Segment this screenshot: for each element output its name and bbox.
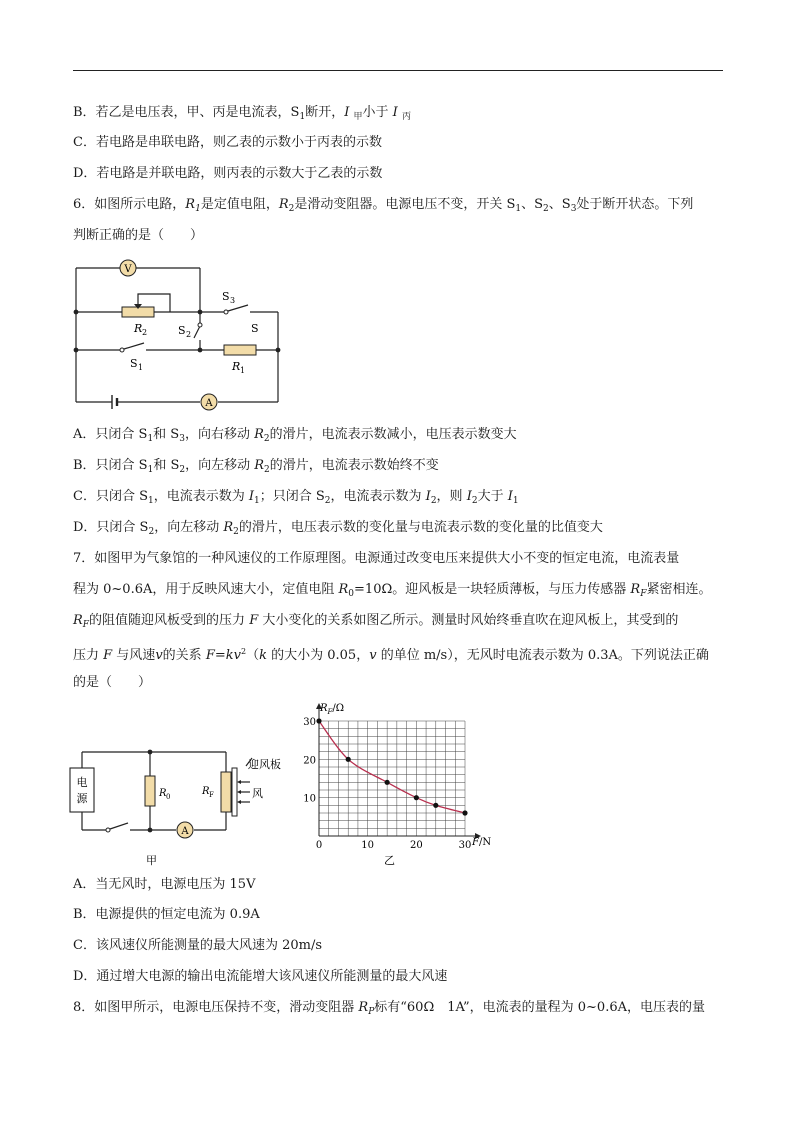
q5-option-c: C．若电路是串联电路，则乙表的示数小于丙表的示数 xyxy=(73,135,382,150)
y-tick-label: 10 xyxy=(303,793,316,805)
r0-resistor xyxy=(145,776,155,806)
q6-stem-line1: 6．如图所示电路，$R_1$是定值电阻，$R_2$是滑动变阻器。电源电压不变，开关 $S_1$、$S_2$、$S_3$处于断开状态。下列 xyxy=(73,197,694,214)
ammeter-label: A xyxy=(181,826,189,837)
q6-option-c: C．只闭合 $S_1$，电流表示数为 $I_1$；只闭合 $S_2$，电流表示数为 $I_2$，则 $I_2$大于 $I_1$ xyxy=(73,489,519,506)
s3-label-sub: 3 xyxy=(230,296,236,305)
power-source-label-1: 电 xyxy=(76,776,88,789)
power-source-box xyxy=(70,768,94,812)
data-point xyxy=(385,780,390,785)
s2-label-sub: 2 xyxy=(186,330,192,339)
q6-option-d: D．只闭合 $S_2$，向左移动 $R_2$的滑片，电压表示数的变化量与电流表示数的变化量的比值变大 xyxy=(73,520,603,537)
board-label: 迎风板 xyxy=(248,758,281,771)
q6-option-b: B．只闭合 $S_1$和 $S_2$，向左移动 $R_2$的滑片，电流表示数始终不变 xyxy=(73,458,439,475)
data-point xyxy=(462,810,467,815)
r0-label-sub: 0 xyxy=(166,793,171,801)
q7-stem-line3: $R_F$的阻值随迎风板受到的压力 F 大小变化的关系如图乙所示。测量时风始终垂直吹在迎风板上，其受到的 xyxy=(73,613,679,630)
data-point xyxy=(414,795,419,800)
q7-option-a: A．当无风时，电源电压为 15V xyxy=(73,877,256,892)
power-source-label-2: 源 xyxy=(76,792,88,805)
s-label: S xyxy=(251,322,259,335)
q6-stem-line2: 判断正确的是（ ） xyxy=(73,228,204,243)
figure-b-caption: 乙 xyxy=(384,854,395,867)
r1-label-sub: 1 xyxy=(240,366,246,375)
data-point xyxy=(316,718,321,723)
wind-arrow-icon xyxy=(237,800,241,804)
q7-figure-b-chart xyxy=(300,700,510,868)
x-tick-label: 20 xyxy=(409,840,423,851)
chart-axes xyxy=(316,703,481,839)
q5-option-b: B．若乙是电压表，甲、丙是电流表，$S_1$断开，I $_甲$小于 I $_丙$ xyxy=(73,105,411,122)
wind-label: 风 xyxy=(252,787,263,800)
q7-option-d: D．通过增大电源的输出电流能增大该风速仪所能测量的最大风速 xyxy=(73,969,448,984)
q6-option-a: A．只闭合 $S_1$和 $S_3$，向右移动 $R_2$的滑片，电流表示数减小，电压表示数变大 xyxy=(73,427,517,444)
data-point xyxy=(433,803,438,808)
chart-grid xyxy=(319,721,465,836)
y-tick-label: 30 xyxy=(303,717,316,728)
rf-label-sub: F xyxy=(209,791,214,799)
rf-label: R xyxy=(202,786,210,797)
x-tick-label: 10 xyxy=(361,840,375,851)
junction-dot xyxy=(148,828,153,833)
rf-sensor xyxy=(221,772,231,812)
chart-xlabel: F/N xyxy=(472,837,492,848)
wind-board xyxy=(232,768,237,816)
r2-label: R xyxy=(134,322,143,335)
wind-arrow-icon xyxy=(237,790,241,794)
q7-stem-line5: 的是（ ） xyxy=(73,675,152,690)
chart-ylabel: $R_F/\Omega$ xyxy=(320,703,345,716)
header-rule xyxy=(73,70,723,71)
ammeter-label: A xyxy=(205,398,213,409)
s3-label: S xyxy=(222,290,230,303)
q7-option-b: B．电源提供的恒定电流为 0.9A xyxy=(73,907,260,922)
q7-stem-line4: 压力 F 与风速v的关系 $F=kv^2(k$ 的大小为 0.05，v 的单位 m/s），无风时电流表示数为 0.3A。下列说法正确 xyxy=(73,647,709,663)
q7-stem-line1: 7．如图甲为气象馆的一种风速仪的工作原理图。电源通过改变电压来提供大小不变的恒定电流，电流表量 xyxy=(73,551,680,566)
junction-dot xyxy=(148,750,153,755)
x-tick-label: 30 xyxy=(458,840,472,851)
q6-circuit-diagram xyxy=(70,254,290,416)
s1-label: S xyxy=(130,357,138,370)
r2-label-sub: 2 xyxy=(142,328,148,337)
y-tick-label: 20 xyxy=(303,755,316,767)
data-point xyxy=(346,757,351,762)
s1-label-sub: 1 xyxy=(138,363,144,372)
wind-arrow-icon xyxy=(237,780,241,784)
r1-resistor xyxy=(224,345,256,355)
r0-label: R xyxy=(159,788,167,799)
s2-label: S xyxy=(178,324,186,337)
voltmeter-label: V xyxy=(124,264,132,275)
q7-option-c: C．该风速仪所能测量的最大风速为 20m/s xyxy=(73,938,322,953)
q7-figure-a-circuit xyxy=(66,740,281,868)
q7-stem-line2: 程为 0~0.6A，用于反映风速大小，定值电阻 $R_0=10\Omega$。迎风板是一块轻质薄板，与压力传感器 $R_F$紧密相连。 xyxy=(73,582,712,599)
x-tick-label: 0 xyxy=(315,840,323,851)
q8-stem-line1: 8．如图甲所示，电源电压保持不变，滑动变阻器 $R_P$标有“60Ω 1A”，电流表的量程为 0~0.6A，电压表的量 xyxy=(73,1000,705,1017)
switch-contact xyxy=(106,828,110,832)
r1-label: R xyxy=(232,360,241,373)
figure-a-caption: 甲 xyxy=(146,854,157,867)
q5-option-d: D．若电路是并联电路，则丙表的示数大于乙表的示数 xyxy=(73,166,383,181)
